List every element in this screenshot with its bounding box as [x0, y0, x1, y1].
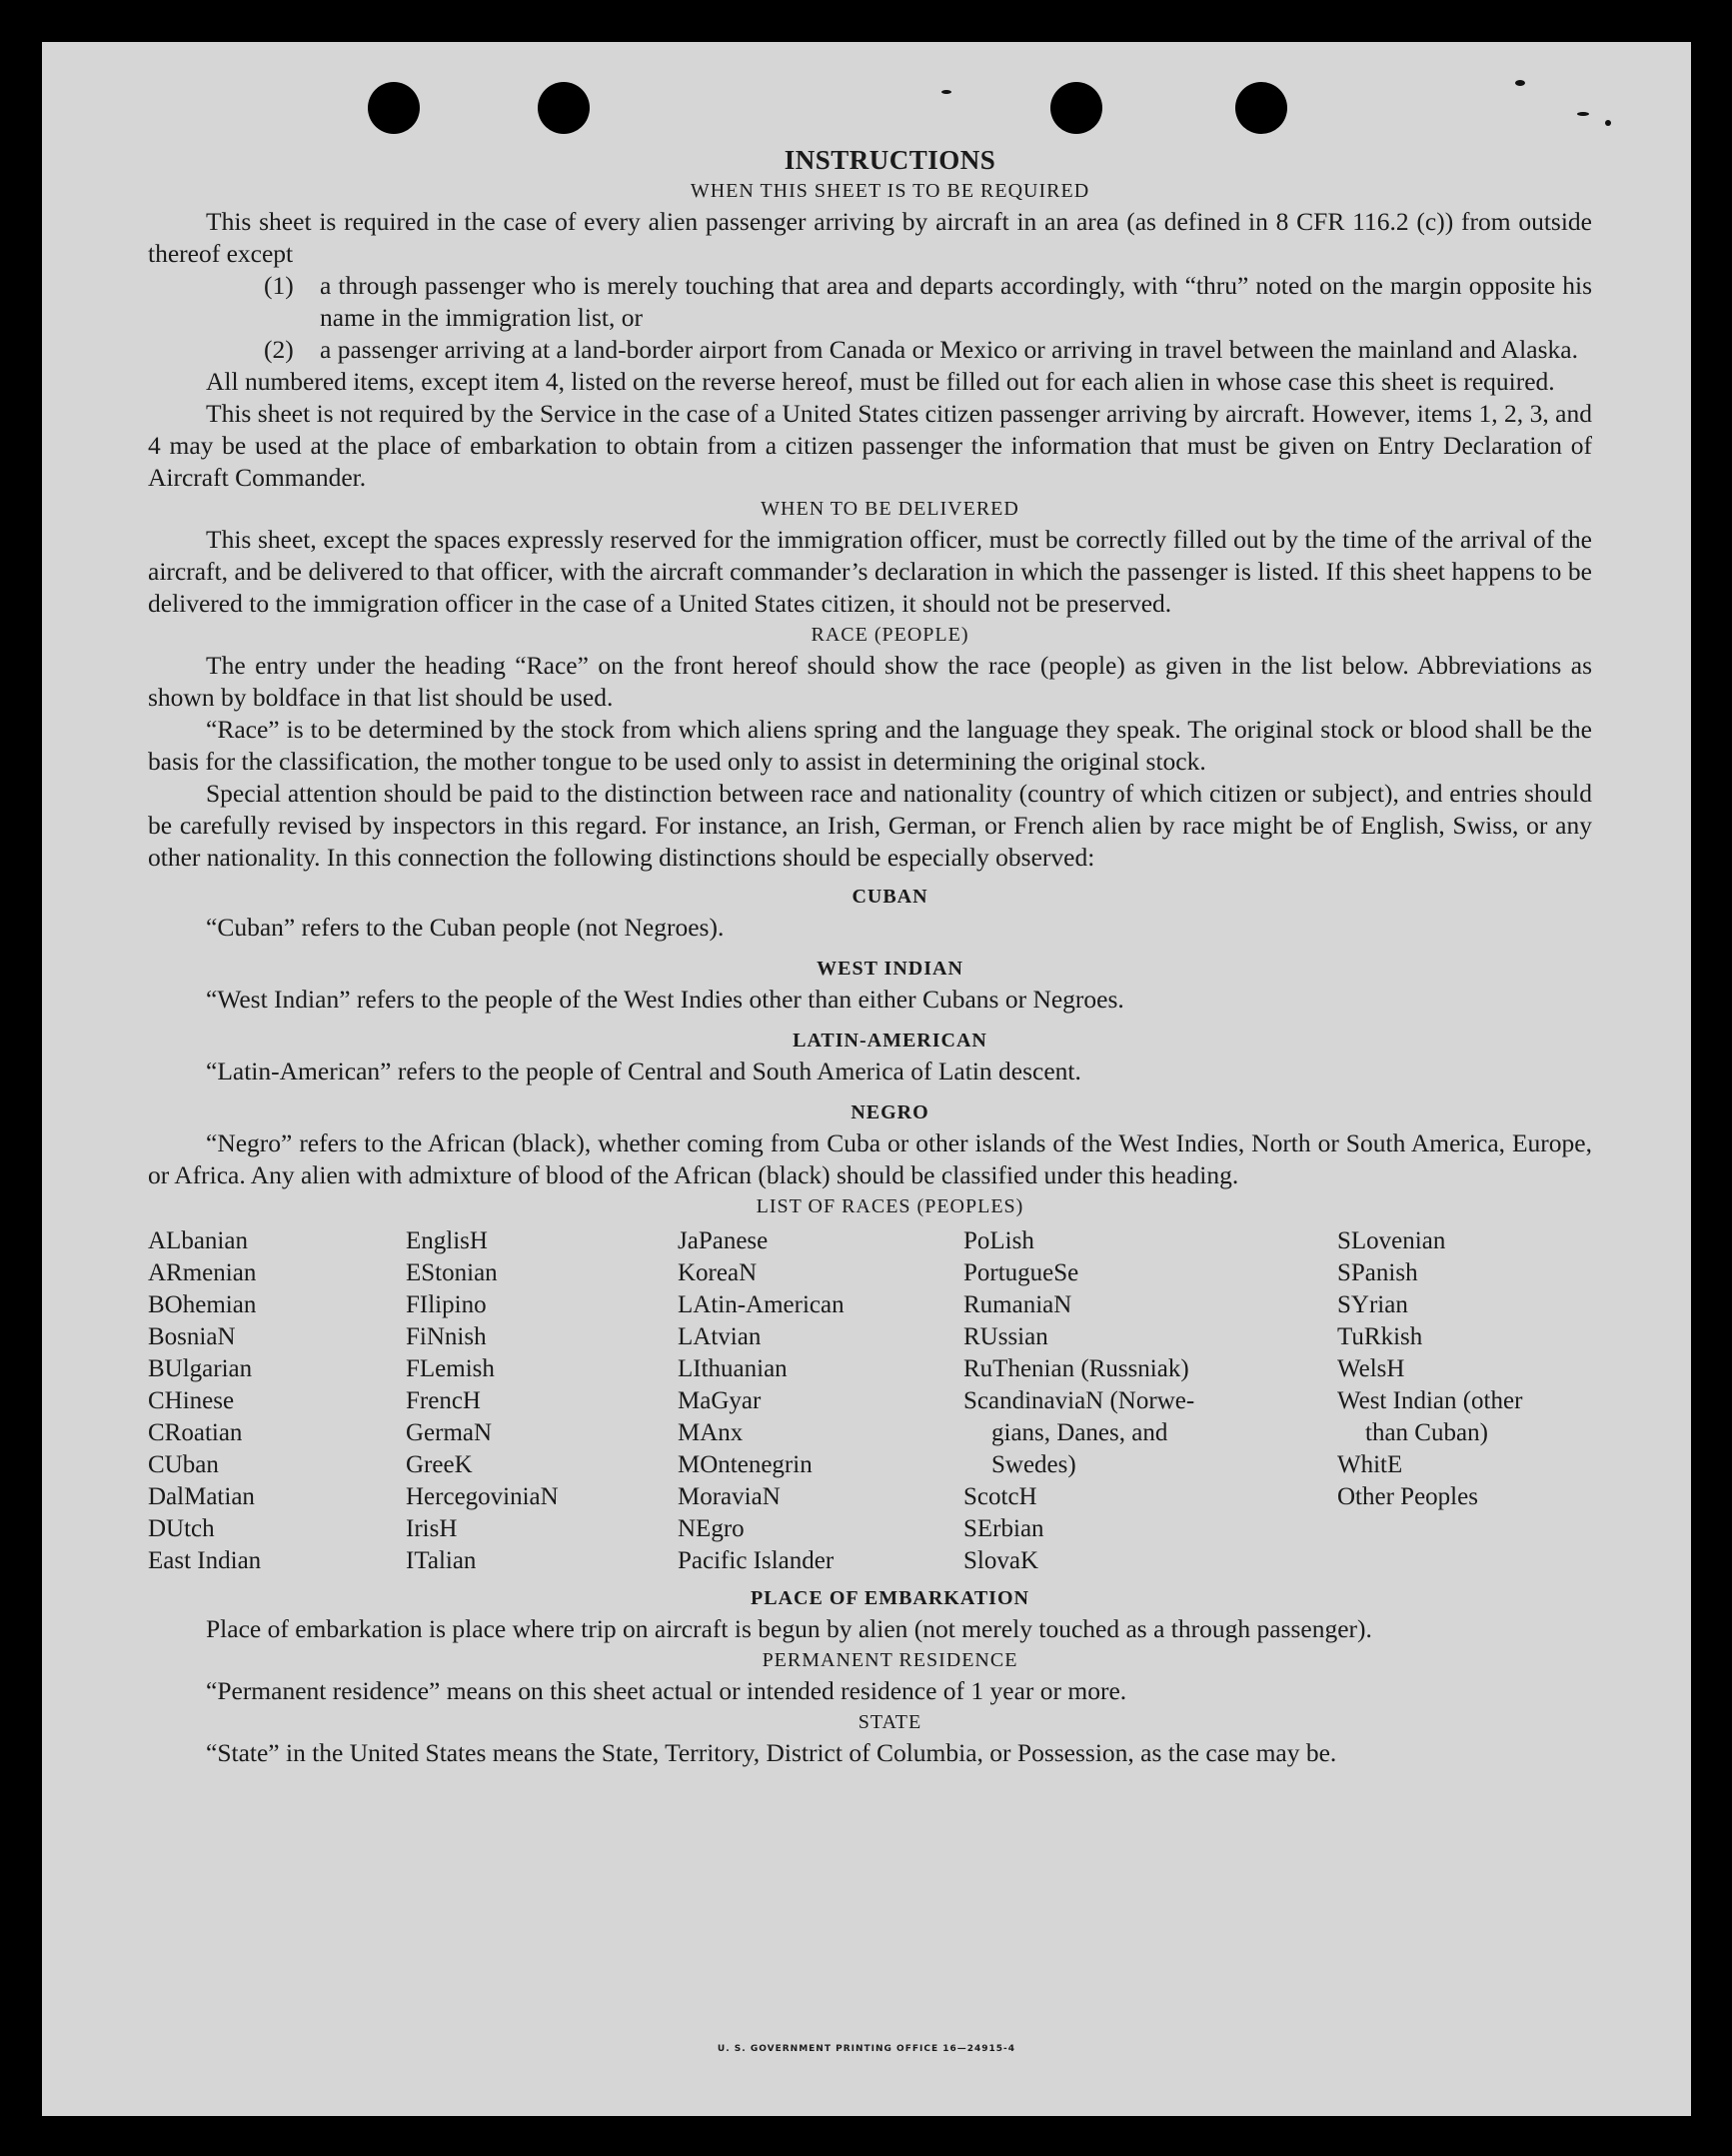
race-name: TuRkish — [1337, 1323, 1423, 1350]
race-name: RuThenian (Russniak) — [963, 1355, 1189, 1382]
section-heading: WHEN TO BE DELIVERED — [761, 498, 1019, 520]
paragraph: “West Indian” refers to the people of the West Indies other than either Cubans or Negroes. — [206, 985, 1124, 1014]
punch-hole — [538, 82, 590, 134]
race-name: RumaniaN — [963, 1291, 1072, 1318]
paragraph: “Latin-American” refers to the people of Central and South America of Latin descent. — [206, 1057, 1081, 1085]
punch-hole — [368, 82, 420, 134]
list-item — [148, 334, 1592, 366]
race-name: DalMatian — [148, 1483, 255, 1510]
item-number: (1) — [264, 271, 294, 300]
paragraph: This sheet is required in the case of every alien passenger arriving by aircraft in an area (as defined in 8 CFR 116.2 (c)) from outside thereof except — [148, 207, 1592, 268]
race-name: ScotcH — [963, 1483, 1037, 1510]
item-text: a passenger arriving at a land-border airport from Canada or Mexico or arriving in travel between the mainland and Alaska. — [320, 335, 1578, 364]
race-name: BosniaN — [148, 1323, 236, 1350]
paragraph: The entry under the heading “Race” on the front hereof should show the race (people) as given in the list below. Abbreviations as shown by boldface in that list should be used. — [148, 651, 1592, 712]
section-heading: LIST OF RACES (PEOPLES) — [756, 1195, 1024, 1217]
race-column — [406, 1225, 678, 1577]
race-name: KoreaN — [678, 1259, 758, 1286]
race-name: FIlipino — [406, 1291, 487, 1318]
race-name: CUban — [148, 1451, 219, 1478]
race-name: LAtin-American — [678, 1291, 845, 1318]
race-column — [148, 1225, 406, 1577]
race-name: SPanish — [1337, 1259, 1418, 1286]
race-name: EStonian — [406, 1259, 498, 1286]
race-name: ITalian — [406, 1547, 477, 1574]
race-name: MAnx — [678, 1419, 744, 1446]
race-column — [963, 1225, 1337, 1577]
race-name: ALbanian — [148, 1227, 248, 1254]
race-name: SErbian — [963, 1515, 1044, 1542]
punch-hole — [1050, 82, 1102, 134]
race-name: FrencH — [406, 1387, 481, 1414]
race-name: PortugueSe — [963, 1259, 1079, 1286]
paragraph: “Negro” refers to the African (black), whether coming from Cuba or other islands of the West Indies, North or South America, Europe, or Africa. Any alien with admixture of blood of the African (black) should be classified under this heading. — [148, 1128, 1592, 1189]
race-name: ARmenian — [148, 1259, 257, 1286]
speck — [1515, 80, 1525, 86]
race-name: HercegoviniaN — [406, 1483, 559, 1510]
race-name-continued: gians, Danes, and — [991, 1419, 1168, 1446]
paragraph: “Race” is to be determined by the stock from which aliens spring and the language they speak. The original stock or blood shall be the basis for the classification, the mother tongue to be used only to assist in determining the original stock. — [148, 715, 1592, 776]
item-number: (2) — [264, 335, 294, 364]
race-name: FLemish — [406, 1355, 495, 1382]
page-title: INSTRUCTIONS — [784, 145, 996, 175]
paragraph: Special attention should be paid to the distinction between race and nationality (country of which citizen or subject), and entries should be carefully revised by inspectors in this regard. For instance, an Irish, German, or French alien by race might be of English, Swiss, or any other nationality. In this connection the following distinctions should be especially observed: — [148, 779, 1592, 872]
race-name: ScandinaviaN (Norwe- — [963, 1387, 1195, 1414]
paragraph: Place of embarkation is place where trip on aircraft is begun by alien (not merely touched as a through passenger). — [206, 1614, 1372, 1643]
paragraph: “Permanent residence” means on this sheet actual or intended residence of 1 year or more. — [206, 1676, 1127, 1705]
race-list — [148, 1225, 1592, 1577]
speck — [941, 90, 951, 94]
race-name: MoraviaN — [678, 1483, 781, 1510]
section-heading: CUBAN — [852, 886, 928, 908]
race-name-continued: than Cuban) — [1365, 1419, 1488, 1446]
section-heading: STATE — [858, 1711, 922, 1733]
document-page — [42, 42, 1691, 2116]
race-name: SYrian — [1337, 1291, 1408, 1318]
race-name: Pacific Islander — [678, 1547, 835, 1574]
section-heading: WHEN THIS SHEET IS TO BE REQUIRED — [690, 180, 1090, 202]
race-name: GermaN — [406, 1419, 493, 1446]
race-name: East Indian — [148, 1547, 262, 1574]
section-heading: LATIN-AMERICAN — [793, 1030, 987, 1052]
section-heading: PERMANENT RESIDENCE — [762, 1649, 1018, 1671]
race-name: FiNnish — [406, 1323, 487, 1350]
race-name-continued: Swedes) — [991, 1451, 1076, 1478]
section-heading: RACE (PEOPLE) — [811, 624, 969, 646]
section-heading: PLACE OF EMBARKATION — [751, 1587, 1029, 1609]
race-name: Other Peoples — [1337, 1483, 1478, 1510]
race-name: IrisH — [406, 1515, 458, 1542]
race-name: JaPanese — [678, 1227, 769, 1254]
speck — [1605, 120, 1611, 126]
race-name: CRoatian — [148, 1419, 243, 1446]
race-name: PoLish — [963, 1227, 1034, 1254]
punch-hole — [1235, 82, 1287, 134]
race-column — [678, 1225, 963, 1577]
race-name: BUlgarian — [148, 1355, 253, 1382]
race-name: RUssian — [963, 1323, 1048, 1350]
race-name: WelsH — [1337, 1355, 1405, 1382]
race-name: West Indian (other — [1337, 1387, 1523, 1414]
item-text: a through passenger who is merely touching that area and departs accordingly, with “thru” noted on the margin opposite his name in the immigration list, or — [320, 271, 1592, 332]
paragraph: “Cuban” refers to the Cuban people (not Negroes). — [206, 913, 725, 942]
speck — [1577, 112, 1589, 116]
race-name: SlovaK — [963, 1547, 1038, 1574]
paragraph: All numbered items, except item 4, listed on the reverse hereof, must be filled out for each alien in whose case this sheet is required. — [206, 367, 1555, 396]
race-name: EnglisH — [406, 1227, 488, 1254]
list-item — [148, 270, 1592, 334]
race-name: WhitE — [1337, 1451, 1403, 1478]
section-heading: NEGRO — [851, 1101, 929, 1123]
race-column — [1337, 1225, 1592, 1577]
race-name: LAtvian — [678, 1323, 762, 1350]
instructions-text — [148, 144, 1592, 1769]
race-name: BOhemian — [148, 1291, 257, 1318]
race-name: MaGyar — [678, 1387, 762, 1414]
paragraph: This sheet, except the spaces expressly reserved for the immigration officer, must be correctly filled out by the time of the arrival of the aircraft, and be delivered to that officer, with the aircraft commander’s declaration in which the passenger is listed. If this sheet happens to be delivered to the immigration officer in the case of a United States citizen, it should not be preserved. — [148, 525, 1592, 618]
race-name: SLovenian — [1337, 1227, 1446, 1254]
section-heading: WEST INDIAN — [817, 958, 963, 980]
race-name: DUtch — [148, 1515, 215, 1542]
paragraph: “State” in the United States means the State, Territory, District of Columbia, or Possession, as the case may be. — [206, 1738, 1337, 1767]
printing-office-footer: U. S. GOVERNMENT PRINTING OFFICE 16—24915-4 — [717, 2044, 1016, 2054]
race-name: NEgro — [678, 1515, 745, 1542]
race-name: CHinese — [148, 1387, 235, 1414]
race-name: GreeK — [406, 1451, 473, 1478]
race-name: MOntenegrin — [678, 1451, 813, 1478]
race-name: LIthuanian — [678, 1355, 788, 1382]
paragraph: This sheet is not required by the Service in the case of a United States citizen passenger arriving by aircraft. However, items 1, 2, 3, and 4 may be used at the place of embarkation to obtain from a citizen passenger the information that must be given on Entry Declaration of Aircraft Commander. — [148, 399, 1592, 492]
